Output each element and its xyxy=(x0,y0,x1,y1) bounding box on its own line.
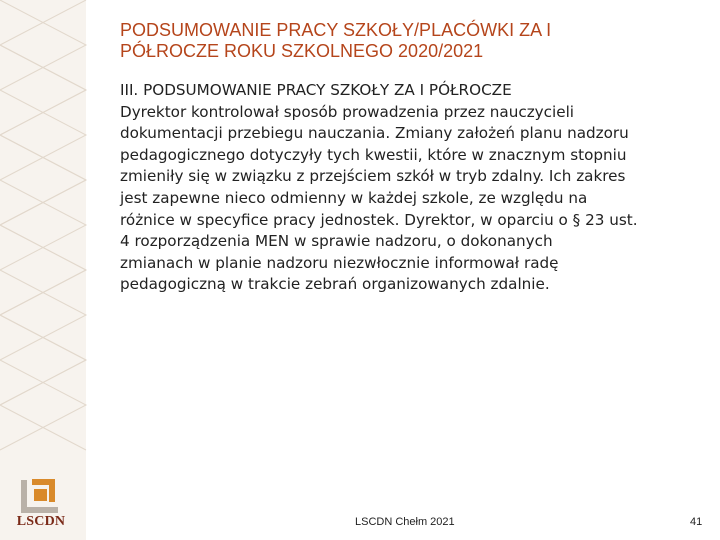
slide-title xyxy=(120,20,680,62)
lscdn-logo xyxy=(8,476,72,536)
paragraph-line: różnice w specyfice pracy jednostek. Dyrektor, w oparciu o § 23 ust. xyxy=(120,210,638,229)
slide-title-line: PODSUMOWANIE PRACY SZKOŁY/PLACÓWKI ZA I xyxy=(120,20,552,40)
paragraph-line: 4 rozporządzenia MEN w sprawie nadzoru, o dokonanych xyxy=(120,232,553,251)
logo-mark-icon xyxy=(8,476,74,514)
logo-text: LSCDN xyxy=(16,514,66,529)
section-heading: III. PODSUMOWANIE PRACY SZKOŁY ZA I PÓŁROCZE xyxy=(120,81,512,99)
paragraph-line: jest zapewne nieco odmienny w każdej szkole, ze względu na xyxy=(120,188,588,207)
paragraph-line: pedagogiczną w trakcie zebrań organizowanych zdalnie. xyxy=(120,275,550,294)
page-number: 41 xyxy=(690,516,703,528)
slide-title-line: PÓŁROCZE ROKU SZKOLNEGO 2020/2021 xyxy=(120,41,484,61)
slide-body-text xyxy=(120,80,710,296)
paragraph-line: zmianach w planie nadzoru niezwłocznie informował radę xyxy=(120,253,559,272)
paragraph-line: pedagogicznego dotyczyły tych kwestii, które w znacznym stopniu xyxy=(120,145,627,164)
footer-text: LSCDN Chełm 2021 xyxy=(355,516,455,528)
paragraph-line: zmieniły się w związku z przejściem szkół w tryb zdalny. Ich zakres xyxy=(120,167,626,186)
diamond-pattern-decoration xyxy=(0,0,100,470)
paragraph-line: Dyrektor kontrolował sposób prowadzenia przez nauczycieli xyxy=(120,102,575,121)
paragraph-line: dokumentacji przebiegu nauczania. Zmiany założeń planu nadzoru xyxy=(120,124,629,143)
